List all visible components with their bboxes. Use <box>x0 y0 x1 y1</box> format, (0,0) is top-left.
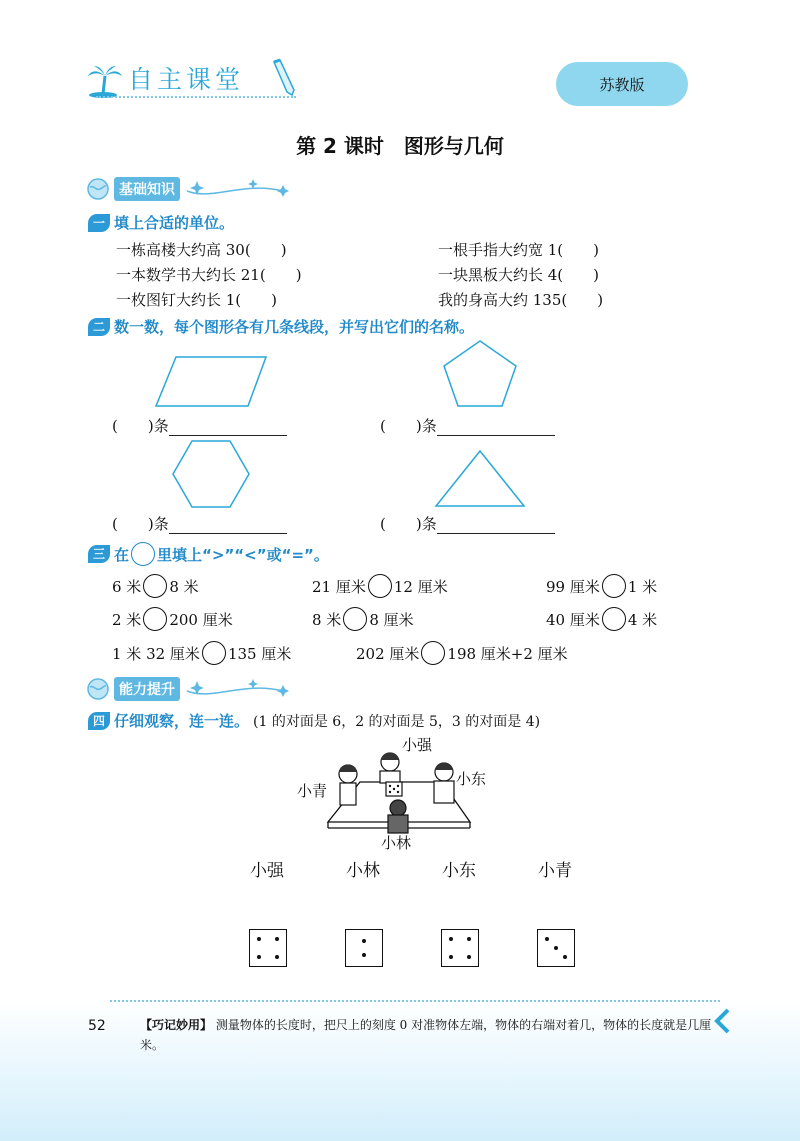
compare-left: 202 厘米 <box>356 644 420 663</box>
q3-number: 三 <box>88 545 110 563</box>
header-divider <box>96 96 296 98</box>
q1-number: 一 <box>88 214 110 232</box>
shape-name-blank[interactable] <box>169 519 287 534</box>
q3-heading-text-b: 里填上“>”“<”或“=”。 <box>157 545 329 564</box>
header-title: 自主课堂 <box>128 65 245 94</box>
q2-answer-row <box>112 415 287 436</box>
compare-item <box>356 641 568 665</box>
q2-answer-row <box>380 513 555 534</box>
sparkle-decoration-icon <box>183 177 293 201</box>
pencil-icon <box>268 58 298 96</box>
q1-item: 一本数学书大约长 21( ) <box>116 266 302 284</box>
section-basic-banner <box>86 176 293 202</box>
globe-icon <box>86 177 110 201</box>
compare-blank-circle[interactable] <box>143 574 167 598</box>
compare-left: 6 米 <box>112 577 142 596</box>
edition-badge: 苏教版 <box>556 62 688 106</box>
page-number: 52 <box>88 1018 106 1034</box>
compare-item <box>112 607 233 631</box>
tip-text: 测量物体的长度时，把尺上的刻度 0 对准物体左端，物体的右端对着几，物体的长度就是几厘米。 <box>140 1018 712 1052</box>
q2-answer-row <box>380 415 555 436</box>
globe-icon <box>86 677 110 701</box>
section-advanced-title: 能力提升 <box>114 677 180 701</box>
compare-blank-circle[interactable] <box>421 641 445 665</box>
compare-blank-circle[interactable] <box>368 574 392 598</box>
dice-face[interactable] <box>345 929 383 967</box>
q2-answer-row <box>112 513 287 534</box>
q4-heading-text: 仔细观察，连一连。 <box>114 712 250 730</box>
child-name: 小林 <box>346 861 380 881</box>
compare-right: 8 米 <box>169 577 199 596</box>
dice-face[interactable] <box>249 929 287 967</box>
picture-label-top: 小强 <box>402 736 433 754</box>
q1-item: 一栋高楼大约高 30( ) <box>116 241 287 259</box>
compare-item <box>312 574 448 598</box>
compare-item <box>546 607 657 631</box>
children-table-illustration <box>322 744 472 836</box>
segment-count-blank: ( )条 <box>112 417 169 435</box>
section-basic-title: 基础知识 <box>114 177 180 201</box>
compare-right: 200 厘米 <box>169 610 233 629</box>
footer-divider <box>110 1000 720 1002</box>
compare-left: 21 厘米 <box>312 577 366 596</box>
compare-right: 8 厘米 <box>369 610 414 629</box>
compare-right: 135 厘米 <box>227 644 292 663</box>
q2-heading-text: 数一数，每个图形各有几条线段，并写出它们的名称。 <box>114 318 475 336</box>
dice-face[interactable] <box>441 929 479 967</box>
parallelogram-shape <box>152 354 272 410</box>
compare-item <box>312 607 414 631</box>
q4-note: (1 的对面是 6，2 的对面是 5，3 的对面是 4) <box>253 713 541 730</box>
q1-item: 一根手指大约宽 1( ) <box>438 241 600 259</box>
shape-name-blank[interactable] <box>437 421 555 436</box>
palm-tree-icon <box>86 62 124 98</box>
compare-right: 4 米 <box>627 610 658 629</box>
segment-count-blank: ( )条 <box>380 515 437 533</box>
child-name: 小青 <box>538 861 572 881</box>
compare-right: 1 米 <box>627 577 658 596</box>
q2-heading <box>88 316 474 337</box>
compare-circle-icon <box>131 542 155 566</box>
compare-right: 12 厘米 <box>393 577 448 596</box>
q4-number: 四 <box>88 712 110 730</box>
child-name: 小强 <box>250 861 284 881</box>
compare-blank-circle[interactable] <box>143 607 167 631</box>
shape-name-blank[interactable] <box>437 519 555 534</box>
chevron-left-icon <box>714 1008 730 1034</box>
q2-number: 二 <box>88 318 110 336</box>
lesson-title: 第 2 课时 图形与几何 <box>296 134 504 158</box>
compare-right: 198 厘米+2 厘米 <box>447 644 568 663</box>
pentagon-shape <box>440 338 520 410</box>
compare-item <box>112 574 199 598</box>
picture-label-bottom: 小林 <box>381 834 412 852</box>
picture-label-right: 小东 <box>456 770 487 788</box>
q1-heading <box>88 212 234 233</box>
picture-label-left: 小青 <box>297 782 328 800</box>
compare-left: 2 米 <box>112 610 142 629</box>
dice-face[interactable] <box>537 929 575 967</box>
compare-blank-circle[interactable] <box>202 641 226 665</box>
compare-item <box>546 574 657 598</box>
tip-label: 【巧记妙用】 <box>140 1018 213 1032</box>
compare-blank-circle[interactable] <box>602 574 626 598</box>
compare-blank-circle[interactable] <box>602 607 626 631</box>
compare-left: 40 厘米 <box>546 610 600 629</box>
segment-count-blank: ( )条 <box>380 417 437 435</box>
compare-blank-circle[interactable] <box>343 607 367 631</box>
child-name: 小东 <box>442 861 476 881</box>
q1-item: 我的身高大约 135( ) <box>438 291 604 309</box>
section-advanced-banner <box>86 676 293 702</box>
compare-left: 99 厘米 <box>546 577 600 596</box>
compare-left: 1 米 32 厘米 <box>112 644 200 663</box>
q3-heading-text-a: 在 <box>114 545 130 564</box>
triangle-shape <box>432 448 528 510</box>
q1-heading-text: 填上合适的单位。 <box>114 214 235 232</box>
compare-item <box>112 641 291 665</box>
sparkle-decoration-icon <box>183 677 293 701</box>
hexagon-shape <box>170 438 252 510</box>
q1-item: 一块黑板大约长 4( ) <box>438 266 600 284</box>
shape-name-blank[interactable] <box>169 421 287 436</box>
q1-item: 一枚图钉大约长 1( ) <box>116 291 278 309</box>
footer-tip <box>140 1015 720 1055</box>
segment-count-blank: ( )条 <box>112 515 169 533</box>
q3-heading <box>88 542 329 566</box>
q4-heading <box>88 710 540 731</box>
compare-left: 8 米 <box>312 610 342 629</box>
